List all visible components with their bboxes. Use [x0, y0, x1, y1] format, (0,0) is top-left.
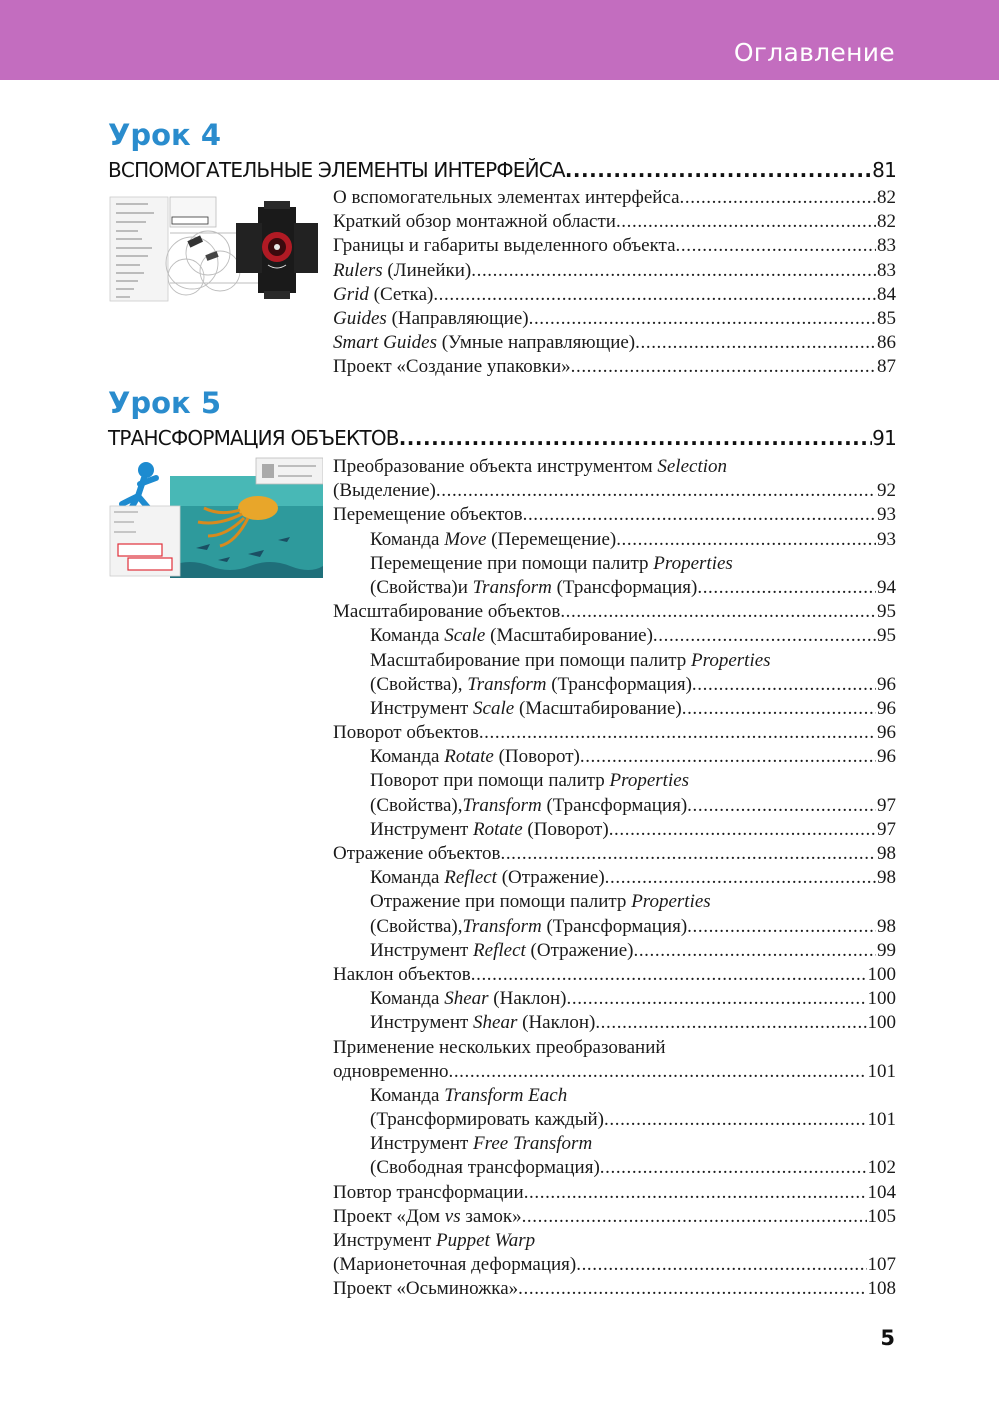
- toc-entry[interactable]: [333, 890, 896, 914]
- toc-entry[interactable]: [333, 1277, 896, 1301]
- entry-text: Отражение объектов: [333, 843, 501, 864]
- dot-leader: [676, 234, 876, 258]
- dot-leader: [522, 1205, 867, 1229]
- entry-text: О вспомогательных элементах интерфейса: [333, 187, 680, 208]
- entry-page: 97: [877, 794, 896, 816]
- chapter-page: 91: [872, 426, 896, 450]
- entry-page: 83: [877, 259, 896, 281]
- toc-entry[interactable]: [333, 697, 896, 721]
- toc-entry[interactable]: [333, 1084, 896, 1108]
- entry-text: Команда Shear (Наклон): [370, 988, 567, 1010]
- entry-page: 96: [877, 697, 896, 719]
- entry-text: Команда Move (Перемещение): [370, 528, 617, 550]
- entry-page: 104: [867, 1181, 896, 1203]
- dot-leader: [604, 1108, 866, 1132]
- entry-page: 105: [867, 1205, 896, 1227]
- lesson-5-heading: Урок 5: [108, 386, 221, 420]
- toc-entry[interactable]: [333, 600, 896, 624]
- entry-text: Инструмент Reflect (Отражение): [370, 939, 634, 961]
- entry-page: 96: [877, 746, 896, 768]
- toc-entry[interactable]: [333, 987, 896, 1011]
- entry-text: Поворот объектов: [333, 722, 479, 744]
- toc-entry[interactable]: [333, 842, 896, 866]
- toc-entry[interactable]: [333, 307, 896, 331]
- entry-page: 82: [877, 211, 896, 233]
- toc-entry[interactable]: [333, 1108, 896, 1132]
- dot-leader: [697, 576, 876, 600]
- entry-page: 95: [877, 601, 896, 623]
- toc-entry[interactable]: [333, 186, 896, 210]
- dot-leader: [605, 866, 876, 890]
- toc-entry[interactable]: [333, 745, 896, 769]
- entry-text: Grid (Сетка): [333, 283, 434, 305]
- page-number: 5: [880, 1326, 895, 1350]
- entry-page: 92: [877, 480, 896, 502]
- dot-leader: [687, 794, 876, 818]
- entry-text: (Свойства),Transform (Трансформация): [370, 794, 688, 816]
- toc-entry[interactable]: [333, 355, 896, 379]
- dot-leader: [399, 426, 872, 450]
- entry-text: (Свободная трансформация): [370, 1157, 600, 1179]
- entry-text: (Свойства),Transform (Трансформация): [370, 915, 688, 937]
- entry-text: Инструмент Scale (Масштабирование): [370, 697, 682, 719]
- entry-text: Smart Guides (Умные направляющие): [333, 332, 636, 354]
- dot-leader: [518, 1277, 866, 1301]
- toc-entry[interactable]: [333, 283, 896, 307]
- entry-page: 87: [877, 356, 896, 378]
- entry-text: (Свойства)и Transform (Трансформация): [370, 576, 698, 598]
- entry-page: 102: [867, 1157, 896, 1179]
- dot-leader: [571, 355, 876, 379]
- toc-entry[interactable]: [333, 1060, 896, 1084]
- dot-leader: [692, 673, 876, 697]
- entry-page: 97: [877, 818, 896, 840]
- entry-text: Команда Reflect (Отражение): [370, 867, 605, 889]
- entry-page: 101: [867, 1109, 896, 1131]
- toc-entry[interactable]: [333, 503, 896, 527]
- entry-page: 85: [877, 307, 896, 329]
- toc-entry[interactable]: [333, 1132, 896, 1156]
- entry-text: Инструмент Puppet Warp: [333, 1230, 536, 1251]
- entry-page: 96: [877, 673, 896, 695]
- dot-leader: [560, 600, 876, 624]
- entry-text: Масштабирование при помощи палитр Properties: [370, 649, 771, 671]
- entry-text: Инструмент Rotate (Поворот): [370, 818, 609, 840]
- toc-entry[interactable]: [333, 649, 896, 673]
- entry-text: Команда Transform Each: [370, 1084, 568, 1106]
- dot-leader: [682, 697, 876, 721]
- dot-leader: [436, 479, 876, 503]
- dot-leader: [448, 1060, 866, 1084]
- entry-text: Поворот при помощи палитр Properties: [370, 770, 690, 792]
- lesson-5-toc: [333, 455, 896, 1302]
- dot-leader: [616, 210, 876, 234]
- dot-leader: [565, 158, 872, 182]
- entry-text: Повтор трансформации: [333, 1181, 524, 1203]
- entry-page: 101: [867, 1060, 896, 1082]
- entry-page: 83: [877, 235, 896, 257]
- entry-text: Границы и габариты выделенного объекта: [333, 235, 676, 257]
- entry-page: 98: [877, 867, 896, 889]
- dot-leader: [523, 503, 876, 527]
- entry-page: 96: [877, 722, 896, 744]
- entry-text: (Выделение): [333, 480, 436, 502]
- entry-text: Инструмент Shear (Наклон): [370, 1012, 596, 1034]
- lesson-5-thumbnail: [108, 456, 323, 578]
- entry-page: 100: [867, 988, 896, 1010]
- entry-page: 107: [867, 1254, 896, 1276]
- entry-page: 100: [867, 1012, 896, 1034]
- toc-entry[interactable]: [333, 1036, 896, 1060]
- toc-entry[interactable]: [333, 866, 896, 890]
- dot-leader: [479, 721, 876, 745]
- dot-leader: [595, 1011, 866, 1035]
- toc-entry[interactable]: [333, 624, 896, 648]
- lesson-4-toc: [333, 186, 896, 380]
- entry-page: 98: [877, 843, 896, 864]
- entry-page: 98: [877, 915, 896, 937]
- entry-text: Преобразование объекта инструментом Selection: [333, 456, 728, 477]
- toc-entry[interactable]: [333, 528, 896, 552]
- entry-text: Проект «Дом vs замок»: [333, 1205, 522, 1227]
- dot-leader: [500, 842, 876, 866]
- toc-entry[interactable]: [333, 1205, 896, 1229]
- dot-leader: [567, 987, 867, 1011]
- dot-leader: [524, 1181, 867, 1205]
- entry-text: (Трансформировать каждый): [370, 1109, 605, 1131]
- entry-text: Команда Scale (Масштабирование): [370, 625, 653, 647]
- entry-text: Применение нескольких преобразований: [333, 1036, 666, 1058]
- lesson-4-heading: Урок 4: [108, 118, 221, 152]
- entry-page: 82: [877, 187, 896, 208]
- dot-leader: [580, 745, 876, 769]
- toc-entry[interactable]: [333, 552, 896, 576]
- toc-entry[interactable]: [333, 1181, 896, 1205]
- chapter-title: ВСПОМОГАТЕЛЬНЫЕ ЭЛЕМЕНТЫ ИНТЕРФЕЙСА: [108, 158, 565, 182]
- dot-leader: [635, 331, 876, 355]
- entry-text: одновременно: [333, 1060, 449, 1082]
- dot-leader: [433, 283, 876, 307]
- toc-entry[interactable]: [333, 721, 896, 745]
- toc-entry[interactable]: [333, 1156, 896, 1180]
- entry-page: 95: [877, 625, 896, 647]
- entry-text: Наклон объектов: [333, 963, 471, 985]
- lesson-4-thumbnail: [108, 193, 323, 305]
- entry-text: Проект «Создание упаковки»: [333, 356, 571, 378]
- chapter-page: 81: [872, 158, 896, 182]
- dot-leader: [633, 939, 876, 963]
- entry-text: Команда Rotate (Поворот): [370, 746, 580, 768]
- toc-entry[interactable]: [333, 1229, 896, 1253]
- entry-text: Масштабирование объектов: [333, 601, 561, 623]
- chapter-4-row[interactable]: [108, 158, 896, 184]
- entry-page: 100: [867, 963, 896, 985]
- toc-entry[interactable]: [333, 455, 896, 479]
- dot-leader: [576, 1253, 866, 1277]
- dot-leader: [471, 963, 867, 987]
- toc-entry[interactable]: [333, 576, 896, 600]
- entry-page: 108: [867, 1278, 896, 1300]
- chapter-title: ТРАНСФОРМАЦИЯ ОБЪЕКТОВ: [108, 426, 399, 450]
- entry-text: Отражение при помощи палитр Properties: [370, 891, 711, 913]
- toc-entry[interactable]: [333, 259, 896, 283]
- dot-leader: [616, 528, 876, 552]
- entry-page: 94: [877, 576, 896, 598]
- toc-entry[interactable]: [333, 794, 896, 818]
- entry-text: Guides (Направляющие): [333, 307, 529, 329]
- toc-entry[interactable]: [333, 331, 896, 355]
- dot-leader: [680, 186, 876, 210]
- entry-text: Инструмент Free Transform: [370, 1133, 593, 1155]
- entry-text: (Свойства), Transform (Трансформация): [370, 673, 692, 695]
- toc-entry[interactable]: [333, 939, 896, 963]
- dot-leader: [687, 915, 876, 939]
- toc-entry[interactable]: [333, 479, 896, 503]
- entry-text: Проект «Осьминожка»: [333, 1278, 519, 1300]
- entry-text: (Марионеточная деформация): [333, 1254, 577, 1276]
- toc-entry[interactable]: [333, 963, 896, 987]
- entry-text: Перемещение объектов: [333, 504, 523, 526]
- dot-leader: [609, 818, 876, 842]
- entry-page: 93: [877, 504, 896, 526]
- dot-leader: [653, 624, 876, 648]
- toc-entry[interactable]: [333, 769, 896, 793]
- entry-page: 84: [877, 283, 896, 305]
- toc-entry[interactable]: [333, 210, 896, 234]
- entry-text: Перемещение при помощи палитр Properties: [370, 552, 733, 574]
- dot-leader: [529, 307, 876, 331]
- dot-leader: [471, 259, 876, 283]
- chapter-5-row[interactable]: [108, 426, 896, 452]
- page-title: Оглавление: [733, 38, 895, 67]
- toc-entry[interactable]: [333, 915, 896, 939]
- entry-page: 93: [877, 528, 896, 550]
- toc-entry[interactable]: [333, 1011, 896, 1035]
- entry-page: 86: [877, 332, 896, 354]
- toc-entry[interactable]: [333, 818, 896, 842]
- entry-text: Краткий обзор монтажной области: [333, 211, 616, 233]
- toc-entry[interactable]: [333, 1253, 896, 1277]
- toc-entry[interactable]: [333, 234, 896, 258]
- dot-leader: [600, 1156, 867, 1180]
- toc-entry[interactable]: [333, 673, 896, 697]
- entry-text: Rulers (Линейки): [333, 259, 472, 281]
- entry-page: 99: [877, 939, 896, 961]
